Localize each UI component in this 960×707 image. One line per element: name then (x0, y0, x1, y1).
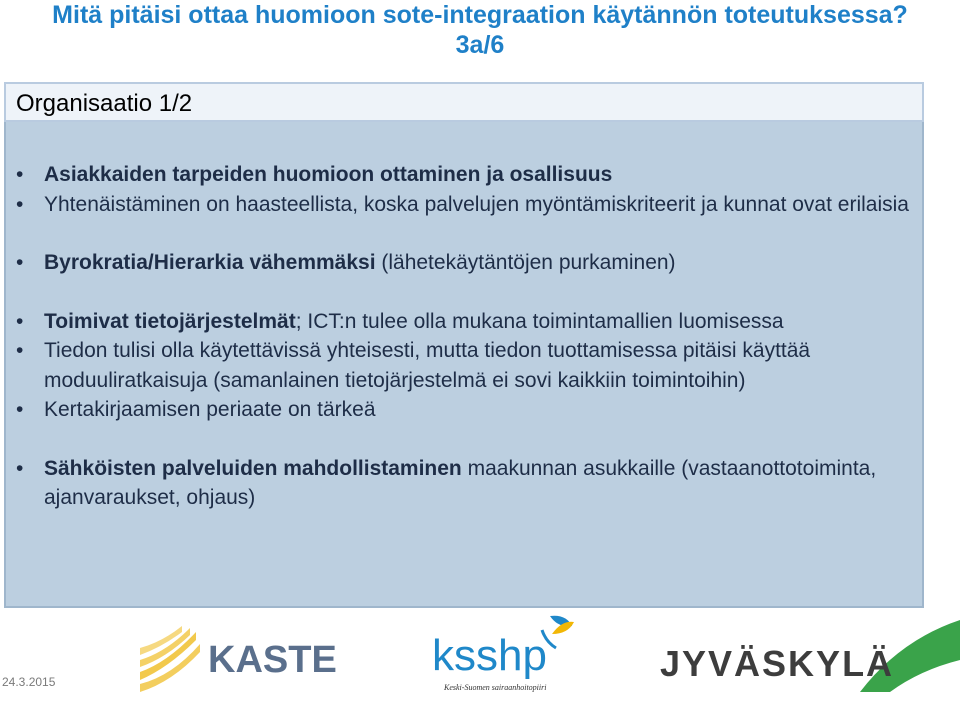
bullet-bold: Sähköisten palveluiden mahdollistaminen (44, 456, 462, 480)
ksshp-logo (432, 612, 592, 696)
jyvaskyla-logo-text: JYVÄSKYLÄ (660, 643, 895, 684)
ksshp-logo-text: ksshp (432, 631, 547, 680)
jyvaskyla-logo (660, 620, 960, 700)
kaste-stripes-icon (140, 626, 200, 692)
bullet-text: Tiedon tulisi olla käytettävissä yhteisesti, mutta tiedon tuottamisessa pitäisi käyttää moduuliratkaisuja (samanlainen tietojärjestelmä ei sovi kaikkiin toimintoihin) (44, 339, 811, 392)
bullet-text: ; ICT:n tulee olla mukana toimintamallien luomisessa (295, 309, 784, 333)
bullet-text: Yhtenäistäminen on haasteellista, koska palvelujen myöntämiskriteerit ja kunnat ovat erilaisia (44, 192, 909, 216)
panel-header (4, 82, 924, 122)
slide-title (0, 0, 960, 60)
spacer (16, 425, 916, 454)
bullet-item (16, 160, 916, 190)
spacer (16, 278, 916, 307)
slide-title-line2: 3a/6 (455, 31, 505, 59)
bullet-item (16, 190, 916, 220)
slide-title-line1: Mitä pitäisi ottaa huomioon sote-integraation käytännön toteutuksessa? (52, 1, 908, 29)
bullet-text: Kertakirjaamisen periaate on tärkeä (44, 398, 376, 421)
bullet-list (16, 160, 916, 513)
bullet-item (16, 454, 916, 513)
bullet-text: maakunnan asukkaille (vastaanottotoiminta, ajanvaraukset, ohjaus) (44, 456, 877, 509)
bullet-bold: Toimivat tietojärjestelmät (44, 309, 296, 333)
bullet-item (16, 395, 916, 425)
kaste-logo-text: KASTE (208, 639, 337, 681)
bullet-item (16, 336, 916, 395)
bullet-bold: Asiakkaiden tarpeiden huomioon ottaminen ja osallisuus (44, 163, 613, 186)
kaste-logo (138, 622, 338, 694)
bullet-bold: Byrokratia/Hierarkia vähemmäksi (44, 251, 376, 274)
ksshp-subtitle: Keski-Suomen sairaanhoitopiiri (444, 683, 547, 692)
bullet-item (16, 307, 916, 337)
panel-heading: Organisaatio 1/2 (16, 90, 193, 117)
bullet-text: (lähetekäytäntöjen purkaminen) (375, 251, 676, 274)
spacer (16, 219, 916, 248)
slide-date: 24.3.2015 (2, 675, 56, 689)
bullet-item (16, 248, 916, 278)
